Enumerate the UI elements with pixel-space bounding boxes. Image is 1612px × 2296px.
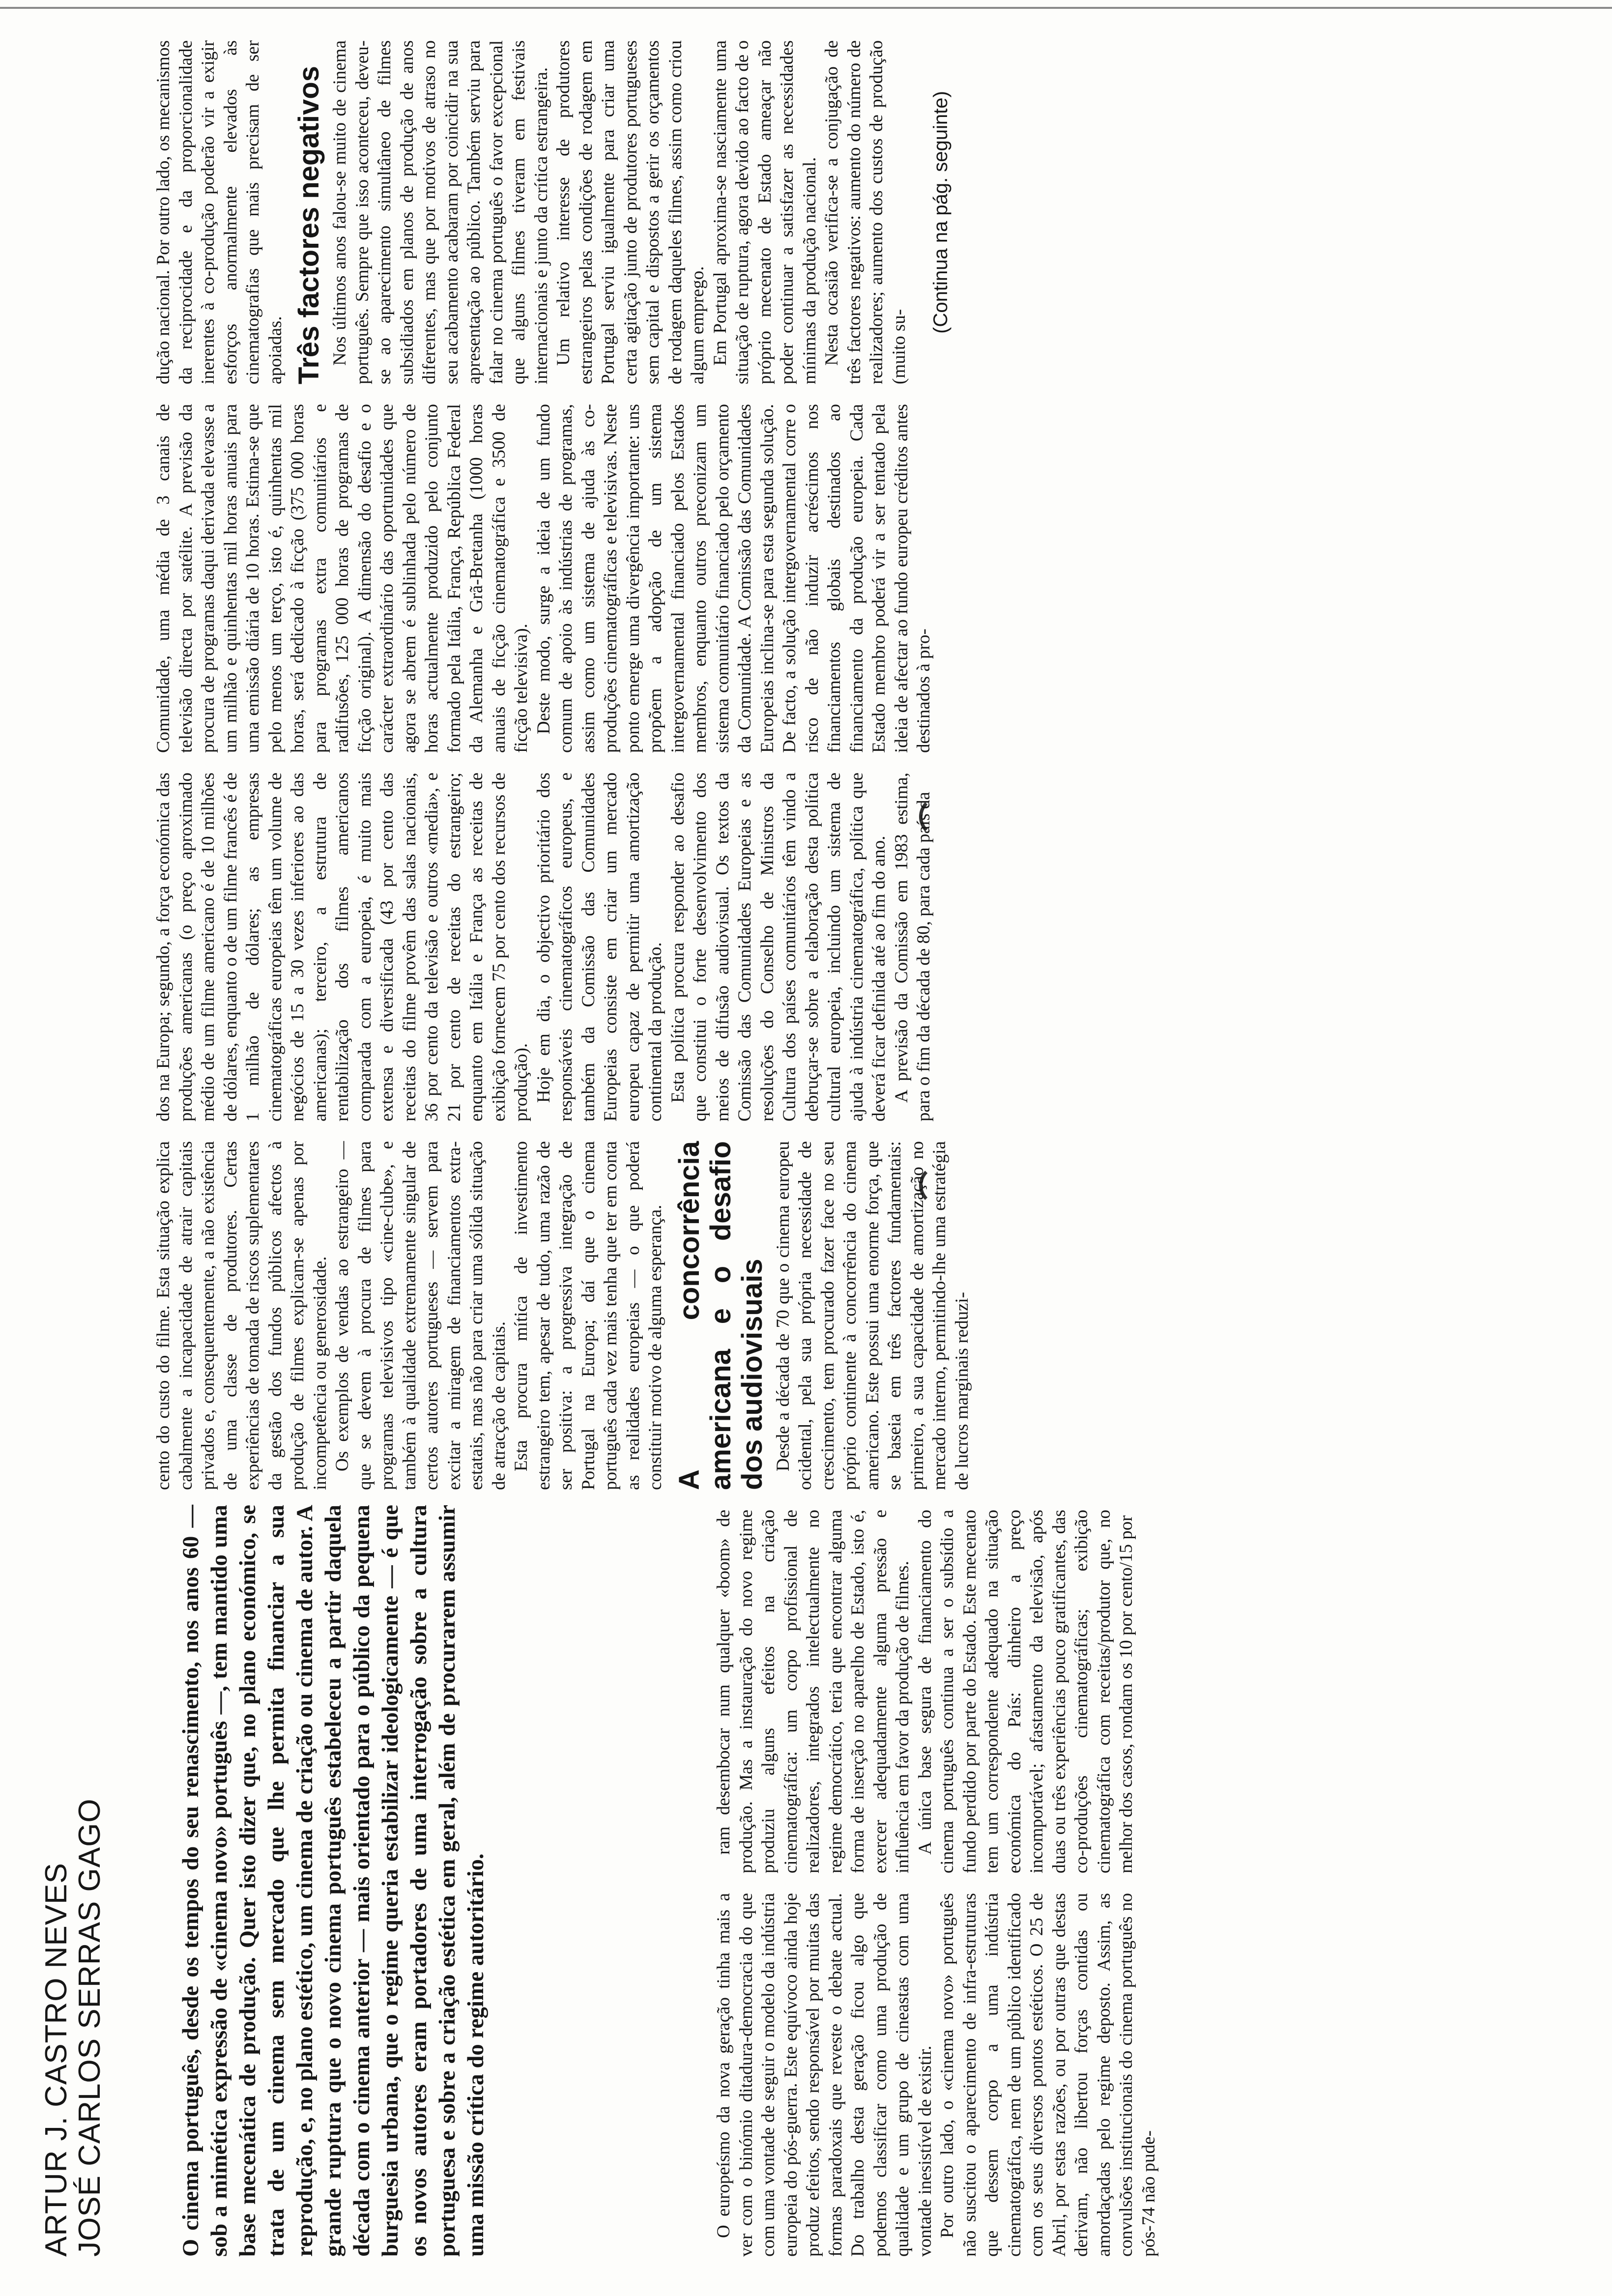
article-column-3: [152, 1141, 973, 1490]
article-column-4: [152, 773, 935, 1121]
article-paragraph: A previsão da Comissão em 1983 estima, para o fim da década de 80, para cada país da: [891, 773, 934, 1121]
article-paragraph: ram desembocar num qualquer «boom» de produção. Mas a instauração do novo regime produziu alguns efeitos na criação cinematográfica: um corpo profissional de realizadores, integrados intelectualmente no regime democrático, teria que encontrar alguma forma de inserção no aparelho de Estado, isto é, exercer adequadamente alguma pressão e influência em favor da produção de filmes.: [714, 1510, 913, 1873]
article-paragraph: O europeísmo da nova geração tinha mais a ver com o binómio ditadura-democracia do que com uma vontade de seguir o modelo da indústria europeia do pós-guerra. Este equívoco ainda hoje produz efeitos, sendo responsável por muitas das formas paradoxais que reveste o debate actual. Do trabalho desta geração ficou algo que podemos classificar como uma produção de qualidade e um grupo de cineastas com uma vontade inesistível de existir.: [714, 1893, 935, 2257]
article-paragraph: Um relativo interesse de produtores estrangeiros pelas condições de rodagem em Portugal serviu igualmente para criar uma certa agitação junto de produtores portugueses sem capital e dispostos a gerir os orçamentos de rodagem daqueles filmes, assim como criou algum emprego.: [553, 40, 708, 384]
continuation-note: (Continua na pág. seguinte): [930, 91, 951, 334]
article-paragraph: Por outro lado, o «cinema novo» português não suscitou o aparecimento de infra-estruturas que dessem corpo a uma indústria cinematográfica, nem de um público identificado com os seus diversos pontos estéticos. O 25 de Abril, por estas razões, ou por outras que destas derivam, não libertou forças contidas ou amordaçadas pelo regime deposto. Assim, as convulsões institucionais do cinema português no pós-74 não pude-: [937, 1893, 1159, 2257]
article-column-2: [713, 1510, 1138, 1873]
article-paragraph: Comunidade, uma média de 3 canais de televisão directa por satélite. A previsão da procura de programas daqui derivada elevasse a um milhão e quinhentas mil horas anuais para uma emissão diária de 10 horas. Estima-se que pelo menos um terço, isto é, quinhentas mil horas, será dedicado à ficção (375 000 horas para programas extra comunitários e radifusões, 125 000 horas de programas de ficção original). A dimensão do desafio e o carácter extraordinário das oportunidades que agora se abrem é sublinhada pelo número de horas actualmente produzido pelo conjunto formado pela Itália, França, República Federal da Alemanha e Grã-Bretanha (1000 horas anuais de ficção cinematográfica e 3500 de ficção televisiva).: [153, 404, 531, 753]
article-column-6: [152, 40, 952, 384]
author-name-2: JOSÉ CARLOS SERRAS GAGO: [73, 1798, 107, 2257]
article-paragraph: Em Portugal aproxima-se nasciamente uma situação de ruptura, agora devido ao facto de o próprio mecenato de Estado ameaçar não poder continuar a satisfazer as necessidades mínimas da produção nacional.: [710, 40, 820, 384]
author-name-1: ARTUR J. CASTRO NEVES: [39, 1863, 73, 2257]
article-paragraph: dução nacional. Por outro lado, os mecanismos da reciprocidade e da proporcionalidade inerentes à co-produção poderão vir a exigir esforços anormalmente elevados às cinematografias que mais precisam de ser apoiadas.: [153, 40, 286, 384]
section-heading: A concorrência americana e o desafio dos audiovisuais: [673, 1141, 768, 1490]
article-paragraph: Os exemplos de vendas ao estrangeiro — que se devem à procura de filmes para programas televisivos tipo «cine-clube», e também à qualidade extremamente singular de certos autores portugueses — servem para excitar a miragem de financiamentos extra-estatais, mas não para criar uma sólida situação de atracção de capitais.: [332, 1141, 509, 1490]
article-paragraph: Nos últimos anos falou-se muito de cinema português. Sempre que isso aconteceu, deveu-se ao aparecimento simultâneo de filmes subsidiados em planos de produção de anos diferentes, mas que por motivos de atraso no seu acabamento acabaram por coincidir na sua apresentação ao público. Também serviu para falar no cinema português o favor excepcional que alguns filmes tiveram em festivais internacionais e junto da crítica estrangeira.: [330, 40, 551, 384]
article-paragraph: A única base segura de financiamento do cinema português continua a ser o subsídio a fundo perdido por parte do Estado. Este mecenato tem um correspondente adequado na situação económica do País: dinheiro a preço incomportável; afastamento da televisão, após duas ou três experiências pouco gratificantes, das co-produções cinematográficas; exibição cinematográfica com receitas/produtor que, no melhor dos casos, rondam os 10 por cento/15 por: [915, 1510, 1136, 1873]
article-column-5: [152, 404, 935, 753]
article-paragraph: dos na Europa; segundo, a força económica das produções americanas (o preço aproximado médio de um filme americano é de 10 milhões de dólares, enquanto o de um filme francês é de 1 milhão de dólares; as empresas cinematográficas europeias têm um volume de negócios de 15 a 30 vezes inferiores ao das americanas); terceiro, a estrutura de rentabilização dos filmes americanos comparada com a europeia, é muito mais extensa e diversificada (43 por cento das receitas do filme provêm das salas nacionais, 36 por cento da televisão e outros «media», e 21 por cento de receitas do estrangeiro; enquanto em Itália e França as receitas de exibição fornecem 75 por cento dos recursos de produção).: [153, 773, 531, 1121]
section-heading: Três factores negativos: [293, 66, 325, 384]
article-paragraph: Hoje em dia, o objectivo prioritário dos responsáveis cinematográficos europeus, e também da Comissão das Comunidades Europeias consiste em criar um mercado europeu capaz de permitir uma amortização continental da produção.: [533, 773, 665, 1121]
article-lead: O cinema português, desde os tempos do seu renascimento, nos anos 60 — sob a mimética expressão de «cinema novo» português —, tem mantido uma base mecenática de produção. Quer isto dizer que, no plano económico, se trata de um cinema sem mercado que lhe permita financiar a sua reprodução, e, no plano estético, um cinema de criação ou cinema de autor. A grande ruptura que o novo cinema português estabeleceu a partir daquela década com o cinema anterior — mais orientado para o público da pequena burguesia urbana, que o regime queria estabilizar ideologicamente — é que os novos autores eram portadores de uma interrogação sobre a cultura portuguesa e sobre a criação estética em geral, além de procurarem assumir uma missão crítica do regime autoritário.: [178, 1505, 489, 2257]
article-paragraph: Esta procura mítica de investimento estrangeiro tem, apesar de tudo, uma razão de ser positiva: a progressiva integração de Portugal na Europa; daí que o cinema português cada vez mais tenha que ter em conta as realidades europeias — o que poderá constituir motivo de alguma esperança.: [511, 1141, 665, 1490]
article-paragraph: Nesta ocasião verifica-se a conjugação de três factores negativos: aumento do número de realizadores; aumento dos custos de produção (muito su-: [822, 40, 909, 384]
article-paragraph: cento do custo do filme. Esta situação explica cabalmente a incapacidade de atrair capitais privados e, consequentemente, a não existência de uma classe de produtores. Certas experiências de tomada de riscos suplementares da gestão dos fundos públicos afectos à produção de filmes explicam-se apenas por incompetência ou generosidade.: [153, 1141, 330, 1490]
article-paragraph: Deste modo, surge a ideia de um fundo comum de apoio às indústrias de programas, assim como um sistema de ajuda às co-produções cinematográficas e televisivas. Neste ponto emerge uma divergência importante: uns propõem a adopção de um sistema intergovernamental financiado pelos Estados membros, enquanto outros preconizam um sistema comunitário financiado pelo orçamento da Comunidade. A Comissão das Comunidades Europeias inclina-se para esta segunda solução. De facto, a solução intergovernamental corre o risco de não induzir acréscimos nos financiamentos globais destinados ao financiamento da produção europeia. Cada Estado membro poderá vir a ser tentado pela ideia de afectar ao fundo europeu créditos antes destinados à pro-: [533, 404, 934, 753]
article-paragraph: Desde a década de 70 que o cinema europeu ocidental, pela sua própria necessidade de crescimento, tem procurado fazer face no seu próprio continente à concorrência do cinema americano. Este possui uma enorme força, que se baseia em três factores fundamentais: primeiro, a sua capacidade de amortização no mercado interno, permitindo-lhe uma estratégia de lucros marginais reduzi-: [773, 1141, 972, 1490]
article-paragraph: Esta política procura responder ao desafio que constitui o forte desenvolvimento dos meios de difusão audiovisual. Os textos da Comissão das Comunidades Europeias e as resoluções do Conselho de Ministros da Cultura dos países comunitários têm vindo a debruçar-se sobre a elaboração desta política cultural europeia, incluindo um sistema de ajuda à indústria cinematográfica, política que deverá ficar definida até ao fim do ano.: [667, 773, 889, 1121]
article-column-1: [713, 1893, 1160, 2257]
